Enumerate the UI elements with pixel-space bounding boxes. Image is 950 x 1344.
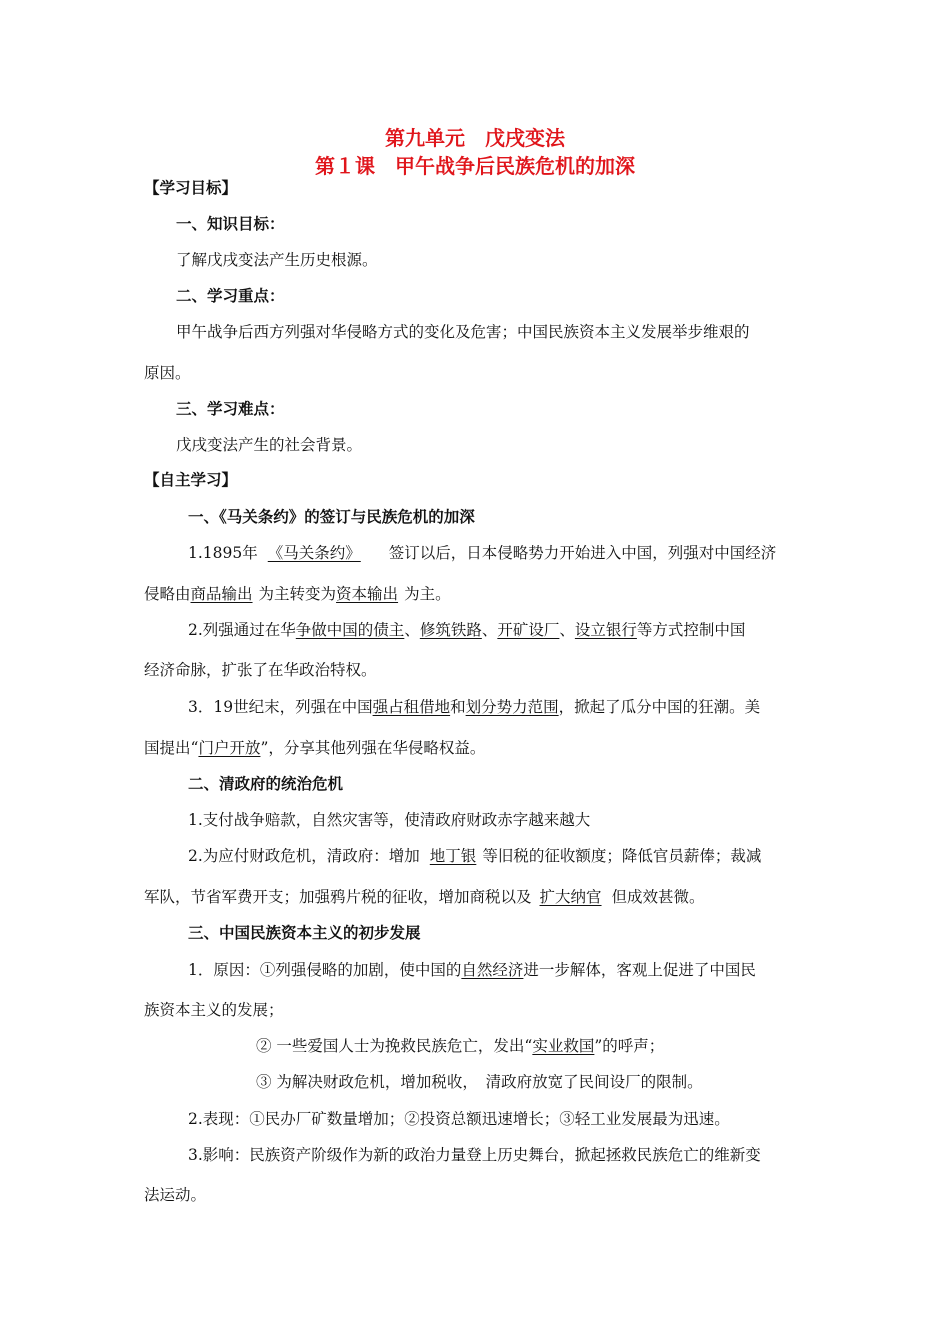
section-2-para-1: 1.支付战争赔款，自然灾害等，使清政府财政赤字越来越大: [188, 811, 591, 829]
difficulty-text: 戊戌变法产生的社会背景。: [176, 436, 363, 454]
goals-header: 【学习目标】: [144, 179, 238, 197]
text-run: 等旧税的征收额度；降低官员薪俸；裁减: [482, 847, 762, 865]
key-point-heading: 二、学习重点：: [176, 287, 285, 305]
section-1-heading: 一、《马关条约》的签订与民族危机的加深: [188, 508, 475, 526]
section-1-para-1-line-2: [144, 584, 451, 604]
text-run: 但成效甚微。: [611, 888, 705, 906]
lesson-title: 第１课 甲午战争后民族危机的加深: [315, 154, 635, 178]
section-1-para-1-line-1: [188, 543, 776, 563]
section-2-para-2-line-2: [144, 887, 705, 907]
text-run: 1．原因：①列强侵略的加剧，使中国的: [188, 961, 462, 979]
text-run: 国提出“: [144, 739, 199, 757]
unit-title: 第九单元 戊戌变法: [385, 126, 565, 150]
section-1-para-2-line-1: [188, 620, 745, 640]
underlined-answer: 强占租借地: [372, 698, 451, 716]
difficulty-heading: 三、学习难点：: [176, 400, 285, 418]
underlined-answer: 资本输出: [336, 585, 399, 603]
text-run: ② 一些爱国人士为挽救民族危亡，发出“: [256, 1037, 533, 1055]
text-run: 侵略由: [144, 585, 191, 603]
section-2-heading: 二、清政府的统治危机: [188, 775, 344, 793]
text-run: 2.列强通过在华: [188, 621, 296, 639]
text-run: 为主转变为: [258, 585, 337, 603]
text-run: 2.为应付财政危机，清政府：增加: [188, 847, 420, 865]
section-2-para-2-line-1: [188, 846, 761, 866]
text-run: 、: [559, 621, 575, 639]
underlined-answer: 门户开放: [198, 739, 261, 757]
section-1-para-3-line-1: [188, 697, 760, 717]
text-run: 3．19世纪末，列强在中国: [188, 698, 373, 716]
section-3-para-1-line-3: [256, 1036, 664, 1056]
text-run: 军队，节省军费开支；加强鸦片税的征收，增加商税以及: [144, 888, 532, 906]
text-run: 签订以后，日本侵略势力开始进入中国，列强对中国经济: [388, 544, 777, 562]
text-run: 、: [481, 621, 498, 639]
underlined-answer: 开矿设厂: [497, 621, 560, 639]
text-run: 1.1895年: [188, 544, 258, 562]
text-run: ”，分享其他列强在华侵略权益。: [260, 739, 486, 757]
section-3-para-3-line-2: 法运动。: [144, 1186, 207, 1204]
underlined-answer: 争做中国的债主: [295, 621, 405, 639]
underlined-answer: 商品输出: [190, 585, 253, 603]
knowledge-goal-heading: 一、知识目标：: [176, 215, 285, 233]
underlined-answer: 扩大纳官: [539, 888, 602, 906]
section-1-para-3-line-2: [144, 738, 485, 758]
text-run: 和: [450, 698, 466, 716]
text-run: ，掀起了瓜分中国的狂潮。美: [558, 698, 761, 716]
key-point-text-2: 原因。: [144, 364, 191, 382]
section-3-para-1-line-4: ③ 为解决财政危机，增加税收， 清政府放宽了民间设厂的限制。: [256, 1073, 703, 1091]
text-run: 等方式控制中国: [636, 621, 746, 639]
underlined-answer: 设立银行: [574, 621, 637, 639]
section-3-heading: 三、中国民族资本主义的初步发展: [188, 924, 421, 942]
section-3-para-1-line-1: [188, 960, 756, 980]
knowledge-goal-text: 了解戊戌变法产生历史根源。: [176, 251, 378, 269]
underlined-answer: 划分势力范围: [465, 698, 559, 716]
text-run: ”的呼声；: [594, 1037, 665, 1055]
underlined-answer: 修筑铁路: [419, 621, 482, 639]
underlined-answer: 自然经济: [461, 961, 524, 979]
underlined-answer: 地丁银: [429, 847, 477, 865]
text-run: 为主。: [404, 585, 451, 603]
underlined-answer: 《马关条约》: [267, 544, 361, 562]
section-1-para-2-line-2: 经济命脉，扩张了在华政治特权。: [144, 661, 377, 679]
text-run: 、: [404, 621, 420, 639]
text-run: 进一步解体，客观上促进了中国民: [523, 961, 756, 979]
key-point-text-1: 甲午战争后西方列强对华侵略方式的变化及危害；中国民族资本主义发展举步维艰的: [176, 323, 750, 341]
section-3-para-1-line-2: 族资本主义的发展；: [144, 1001, 284, 1019]
underlined-answer: 实业救国: [532, 1037, 595, 1055]
section-3-para-2: 2.表现：①民办厂矿数量增加；②投资总额迅速增长；③轻工业发展最为迅速。: [188, 1110, 730, 1128]
self-study-header: 【自主学习】: [144, 471, 238, 489]
section-3-para-3-line-1: 3.影响：民族资产阶级作为新的政治力量登上历史舞台，掀起拯救民族危亡的维新变: [188, 1146, 761, 1164]
